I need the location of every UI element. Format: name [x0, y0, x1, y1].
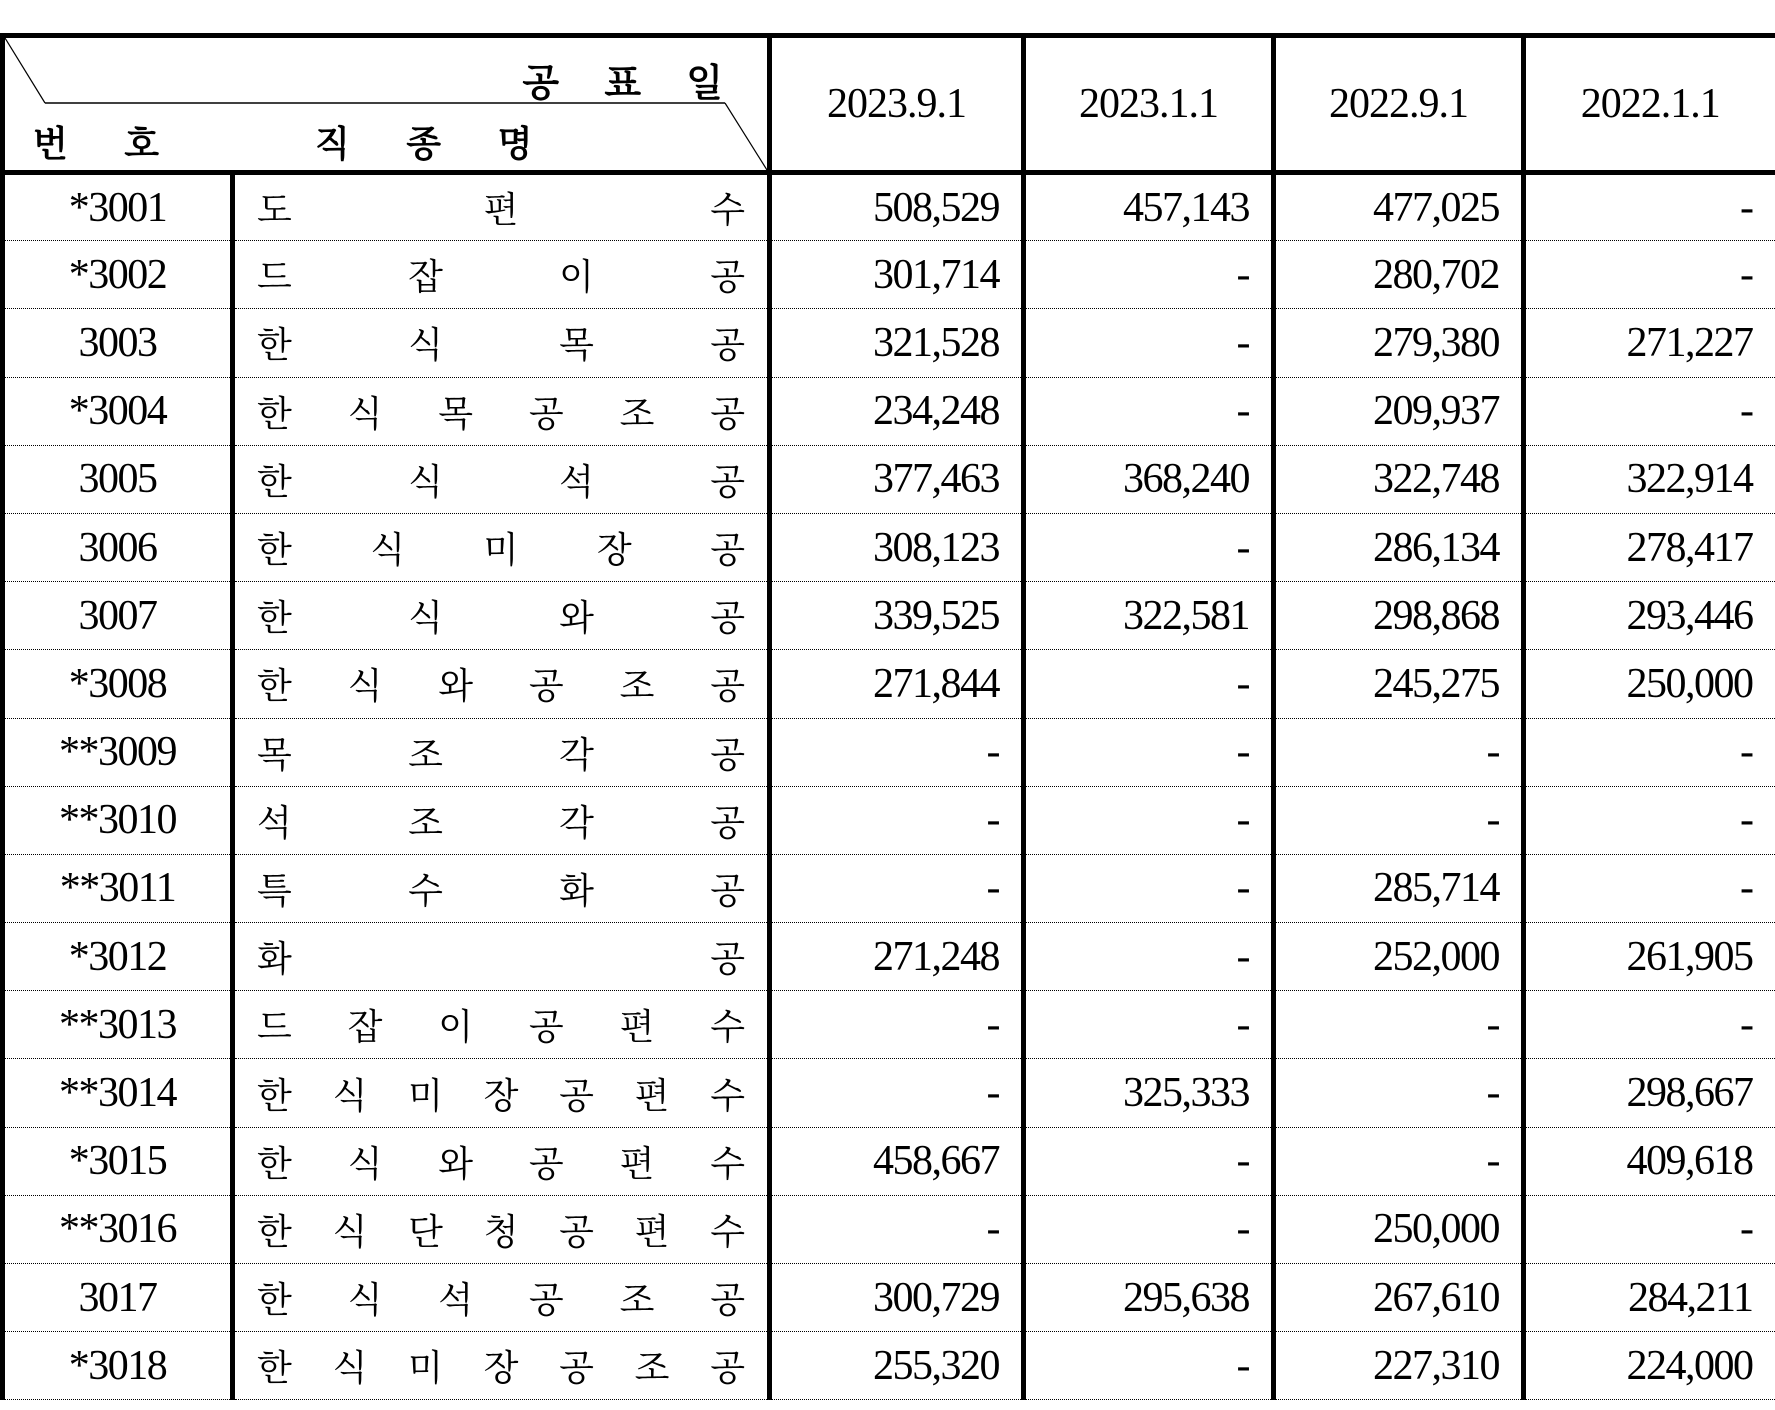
job-name	[257, 317, 745, 368]
job-code: *3012	[3, 923, 233, 991]
wage-2022-09-01: -	[1274, 718, 1524, 786]
wage-2022-09-01: 279,380	[1274, 309, 1524, 377]
job-name-cell	[233, 650, 770, 718]
job-name-char: 공	[710, 257, 745, 299]
job-name-char: 식	[347, 666, 383, 708]
wage-2022-09-01: 252,000	[1274, 923, 1524, 991]
job-name-cell	[233, 377, 770, 445]
table-row	[3, 445, 1775, 513]
job-name	[257, 1272, 745, 1323]
wage-2022-09-01: -	[1274, 1059, 1524, 1127]
header-date-3: 2022.9.1	[1274, 36, 1524, 173]
job-name-char: 편	[619, 1143, 655, 1185]
job-name-char: 한	[257, 1211, 292, 1253]
wage-2022-09-01: 298,868	[1274, 582, 1524, 650]
wage-2022-09-01: 227,310	[1274, 1332, 1524, 1400]
job-name-cell	[233, 1195, 770, 1263]
job-name-char: 조	[408, 734, 443, 776]
job-code: **3014	[3, 1059, 233, 1127]
job-name-char: 공	[528, 666, 564, 708]
header-row	[3, 36, 1775, 173]
job-name-char: 드	[257, 257, 292, 299]
job-name-cell	[233, 1127, 770, 1195]
job-name-char: 목	[438, 393, 474, 435]
wage-2023-01-01: 368,240	[1024, 445, 1274, 513]
job-code: **3009	[3, 718, 233, 786]
job-name-cell	[233, 786, 770, 854]
job-name-char: 각	[559, 802, 594, 844]
job-name-char: 이	[438, 1007, 474, 1049]
wage-2023-09-01: 301,714	[770, 241, 1024, 309]
wage-2023-01-01: -	[1024, 923, 1274, 991]
job-name-char: 식	[408, 325, 443, 367]
job-name-char: 식	[347, 1143, 383, 1185]
job-code: *3002	[3, 241, 233, 309]
wage-2022-01-01: 322,914	[1524, 445, 1775, 513]
wage-2022-01-01: 278,417	[1524, 513, 1775, 581]
job-name	[257, 249, 745, 300]
job-name	[257, 590, 745, 641]
job-name-char: 와	[438, 666, 474, 708]
job-name-char: 석	[438, 1280, 474, 1322]
job-name-char: 잡	[347, 1007, 383, 1049]
header-date-4: 2022.1.1	[1524, 36, 1775, 173]
table-row	[3, 923, 1775, 991]
wage-2023-01-01: -	[1024, 650, 1274, 718]
job-name-char: 잡	[408, 257, 443, 299]
wage-2022-01-01: -	[1524, 377, 1775, 445]
table-row	[3, 1195, 1775, 1263]
job-name-char: 조	[619, 393, 655, 435]
job-name-char: 공	[528, 393, 564, 435]
job-name-char: 공	[710, 530, 745, 572]
job-name	[257, 931, 745, 982]
wage-2023-01-01: 457,143	[1024, 173, 1274, 241]
table-row	[3, 582, 1775, 650]
job-name-char: 수	[710, 190, 745, 232]
job-name-char: 조	[408, 802, 443, 844]
job-name-char: 식	[408, 598, 443, 640]
job-name	[257, 658, 745, 709]
job-name	[257, 1068, 745, 1119]
wage-2022-09-01: -	[1274, 1127, 1524, 1195]
job-name-char: 공	[710, 939, 745, 981]
job-name-char: 조	[619, 666, 655, 708]
job-name-char: 미	[408, 1075, 443, 1117]
table-row	[3, 786, 1775, 854]
wage-2023-01-01: -	[1024, 1195, 1274, 1263]
header-corner-cell	[3, 36, 770, 173]
wage-2022-01-01: 261,905	[1524, 923, 1775, 991]
wage-2022-09-01: 267,610	[1274, 1264, 1524, 1332]
job-name-char: 한	[257, 598, 292, 640]
wage-2023-01-01: -	[1024, 309, 1274, 377]
job-name-cell	[233, 445, 770, 513]
job-name-char: 화	[559, 870, 594, 912]
job-name-char: 식	[347, 393, 383, 435]
job-name-char: 조	[619, 1280, 655, 1322]
job-name-char: 공	[559, 1075, 594, 1117]
job-code: 3005	[3, 445, 233, 513]
wage-2022-09-01: 250,000	[1274, 1195, 1524, 1263]
job-name-char: 이	[559, 257, 594, 299]
header-date-2: 2023.1.1	[1024, 36, 1274, 173]
job-name	[257, 863, 745, 914]
wage-2023-09-01: 458,667	[770, 1127, 1024, 1195]
job-code: **3011	[3, 854, 233, 922]
job-name	[257, 454, 745, 505]
job-code: 3007	[3, 582, 233, 650]
wage-2023-09-01: 508,529	[770, 173, 1024, 241]
job-name-char: 공	[710, 461, 745, 503]
wage-2023-09-01: -	[770, 991, 1024, 1059]
wage-2023-01-01: -	[1024, 1127, 1274, 1195]
job-code: *3018	[3, 1332, 233, 1400]
job-name-char: 장	[596, 530, 632, 572]
job-name-char: 와	[559, 598, 594, 640]
table-row	[3, 1264, 1775, 1332]
job-name-char: 장	[483, 1075, 519, 1117]
job-name-char: 공	[710, 1348, 745, 1390]
wage-2023-09-01: 321,528	[770, 309, 1024, 377]
job-code: **3016	[3, 1195, 233, 1263]
wage-2023-09-01: -	[770, 718, 1024, 786]
table-row	[3, 377, 1775, 445]
job-name-char: 특	[257, 870, 292, 912]
job-name-char: 공	[528, 1280, 564, 1322]
job-name-char: 미	[408, 1348, 443, 1390]
job-name-char: 공	[528, 1143, 564, 1185]
job-name-char: 식	[408, 461, 443, 503]
job-name-char: 수	[710, 1143, 745, 1185]
job-name	[257, 795, 745, 846]
job-name-char: 공	[710, 393, 745, 435]
job-name-char: 공	[710, 1280, 745, 1322]
job-name-cell	[233, 241, 770, 309]
header-date-1: 2023.9.1	[770, 36, 1024, 173]
wage-2022-01-01: -	[1524, 854, 1775, 922]
job-name-char: 식	[332, 1211, 368, 1253]
pub-date-label: 공 표 일	[522, 60, 739, 105]
wage-2023-09-01: 339,525	[770, 582, 1024, 650]
wage-table-container	[0, 33, 1775, 1400]
job-name-label: 직 종 명	[315, 123, 555, 165]
job-name-char: 한	[257, 1143, 292, 1185]
job-name	[257, 182, 745, 233]
table-row	[3, 1127, 1775, 1195]
table-row	[3, 173, 1775, 241]
wage-2022-01-01: -	[1524, 991, 1775, 1059]
job-name-char: 공	[710, 734, 745, 776]
job-name-char: 각	[559, 734, 594, 776]
wage-2023-01-01: 295,638	[1024, 1264, 1274, 1332]
job-name-char: 한	[257, 1075, 292, 1117]
number-label: 번 호	[33, 123, 182, 165]
job-name	[257, 999, 745, 1050]
job-name-char: 석	[559, 461, 594, 503]
job-name-char: 조	[634, 1348, 670, 1390]
wage-2023-01-01: -	[1024, 513, 1274, 581]
job-name-char: 공	[710, 598, 745, 640]
job-name-char: 한	[257, 530, 292, 572]
job-code: **3010	[3, 786, 233, 854]
wage-2023-01-01: -	[1024, 377, 1274, 445]
wage-2022-01-01: 271,227	[1524, 309, 1775, 377]
job-name-char: 공	[710, 325, 745, 367]
job-name-char: 식	[332, 1348, 368, 1390]
wage-2023-01-01: -	[1024, 241, 1274, 309]
wage-2022-09-01: 209,937	[1274, 377, 1524, 445]
job-name-cell	[233, 582, 770, 650]
wage-2022-01-01: -	[1524, 1195, 1775, 1263]
table-row	[3, 241, 1775, 309]
job-code: *3015	[3, 1127, 233, 1195]
job-name-char: 공	[710, 802, 745, 844]
job-name-char: 드	[257, 1007, 292, 1049]
wage-2023-09-01: 234,248	[770, 377, 1024, 445]
job-name-char: 공	[528, 1007, 564, 1049]
job-name-cell	[233, 1059, 770, 1127]
wage-2023-01-01: -	[1024, 718, 1274, 786]
job-name-char: 수	[710, 1007, 745, 1049]
job-name-char: 한	[257, 325, 292, 367]
table-row	[3, 1332, 1775, 1400]
wage-2023-09-01: 255,320	[770, 1332, 1024, 1400]
job-name-char: 한	[257, 1348, 292, 1390]
wage-2023-01-01: -	[1024, 1332, 1274, 1400]
job-name-char: 화	[257, 939, 292, 981]
job-name	[257, 1340, 745, 1391]
job-name-char: 편	[483, 190, 519, 232]
wage-2023-01-01: -	[1024, 786, 1274, 854]
wage-2022-01-01: 298,667	[1524, 1059, 1775, 1127]
wage-2023-01-01: -	[1024, 854, 1274, 922]
wage-2022-01-01: -	[1524, 718, 1775, 786]
wage-2023-09-01: 300,729	[770, 1264, 1024, 1332]
job-name-char: 식	[370, 530, 406, 572]
job-code: 3017	[3, 1264, 233, 1332]
job-name-cell	[233, 309, 770, 377]
job-code: 3006	[3, 513, 233, 581]
table-body	[3, 173, 1775, 1400]
wage-2022-09-01: 477,025	[1274, 173, 1524, 241]
job-name-char: 목	[257, 734, 292, 776]
table-row	[3, 991, 1775, 1059]
wage-2022-09-01: 285,714	[1274, 854, 1524, 922]
job-name-cell	[233, 1332, 770, 1400]
wage-2022-09-01: 322,748	[1274, 445, 1524, 513]
wage-2022-01-01: -	[1524, 786, 1775, 854]
job-name-char: 한	[257, 393, 292, 435]
job-name-cell	[233, 173, 770, 241]
job-code: **3013	[3, 991, 233, 1059]
wage-2022-09-01: -	[1274, 786, 1524, 854]
job-name-char: 편	[619, 1007, 655, 1049]
job-name-char: 한	[257, 666, 292, 708]
job-name-char: 공	[710, 870, 745, 912]
wage-2022-09-01: -	[1274, 991, 1524, 1059]
job-name-cell	[233, 991, 770, 1059]
job-name-char: 편	[634, 1211, 670, 1253]
job-name-char: 도	[257, 190, 292, 232]
wage-table	[0, 33, 1775, 1400]
wage-2023-09-01: -	[770, 854, 1024, 922]
job-code: *3008	[3, 650, 233, 718]
wage-2023-09-01: 377,463	[770, 445, 1024, 513]
wage-2023-01-01: 322,581	[1024, 582, 1274, 650]
job-name-cell	[233, 854, 770, 922]
wage-2022-01-01: 250,000	[1524, 650, 1775, 718]
job-name-char: 수	[710, 1075, 745, 1117]
table-row	[3, 513, 1775, 581]
job-code: *3001	[3, 173, 233, 241]
job-name-cell	[233, 1264, 770, 1332]
table-row	[3, 718, 1775, 786]
wage-2022-01-01: 224,000	[1524, 1332, 1775, 1400]
job-name-char: 미	[483, 530, 519, 572]
job-name-cell	[233, 923, 770, 991]
job-name	[257, 1136, 745, 1187]
job-name-char: 수	[408, 870, 443, 912]
job-name-char: 단	[408, 1211, 443, 1253]
job-name-char: 석	[257, 802, 292, 844]
wage-2023-09-01: -	[770, 1195, 1024, 1263]
job-name-char: 공	[559, 1211, 594, 1253]
table-row	[3, 1059, 1775, 1127]
table-row	[3, 650, 1775, 718]
job-name-char: 장	[483, 1348, 519, 1390]
wage-2022-09-01: 280,702	[1274, 241, 1524, 309]
job-code: 3003	[3, 309, 233, 377]
job-name-char: 공	[559, 1348, 594, 1390]
wage-2022-09-01: 286,134	[1274, 513, 1524, 581]
wage-2022-01-01: 293,446	[1524, 582, 1775, 650]
wage-2023-01-01: -	[1024, 991, 1274, 1059]
wage-2023-09-01: -	[770, 1059, 1024, 1127]
wage-2022-01-01: 409,618	[1524, 1127, 1775, 1195]
job-code: *3004	[3, 377, 233, 445]
job-name-char: 목	[559, 325, 594, 367]
wage-2023-09-01: 308,123	[770, 513, 1024, 581]
job-name	[257, 386, 745, 437]
job-name-char: 와	[438, 1143, 474, 1185]
wage-2023-09-01: 271,248	[770, 923, 1024, 991]
table-row	[3, 854, 1775, 922]
job-name-char: 식	[332, 1075, 368, 1117]
table-row	[3, 309, 1775, 377]
job-name-char: 수	[710, 1211, 745, 1253]
job-name-cell	[233, 513, 770, 581]
job-name-char: 식	[347, 1280, 383, 1322]
wage-2022-09-01: 245,275	[1274, 650, 1524, 718]
job-name	[257, 727, 745, 778]
job-name-char: 편	[634, 1075, 670, 1117]
job-name	[257, 1204, 745, 1255]
job-name-char: 청	[483, 1211, 519, 1253]
wage-2022-01-01: 284,211	[1524, 1264, 1775, 1332]
wage-2022-01-01: -	[1524, 173, 1775, 241]
wage-2023-01-01: 325,333	[1024, 1059, 1274, 1127]
job-name-cell	[233, 718, 770, 786]
wage-2022-01-01: -	[1524, 241, 1775, 309]
job-name-char: 공	[710, 666, 745, 708]
wage-2023-09-01: 271,844	[770, 650, 1024, 718]
wage-2023-09-01: -	[770, 786, 1024, 854]
job-name-char: 한	[257, 1280, 292, 1322]
job-name-char: 한	[257, 461, 292, 503]
job-name	[257, 522, 745, 573]
